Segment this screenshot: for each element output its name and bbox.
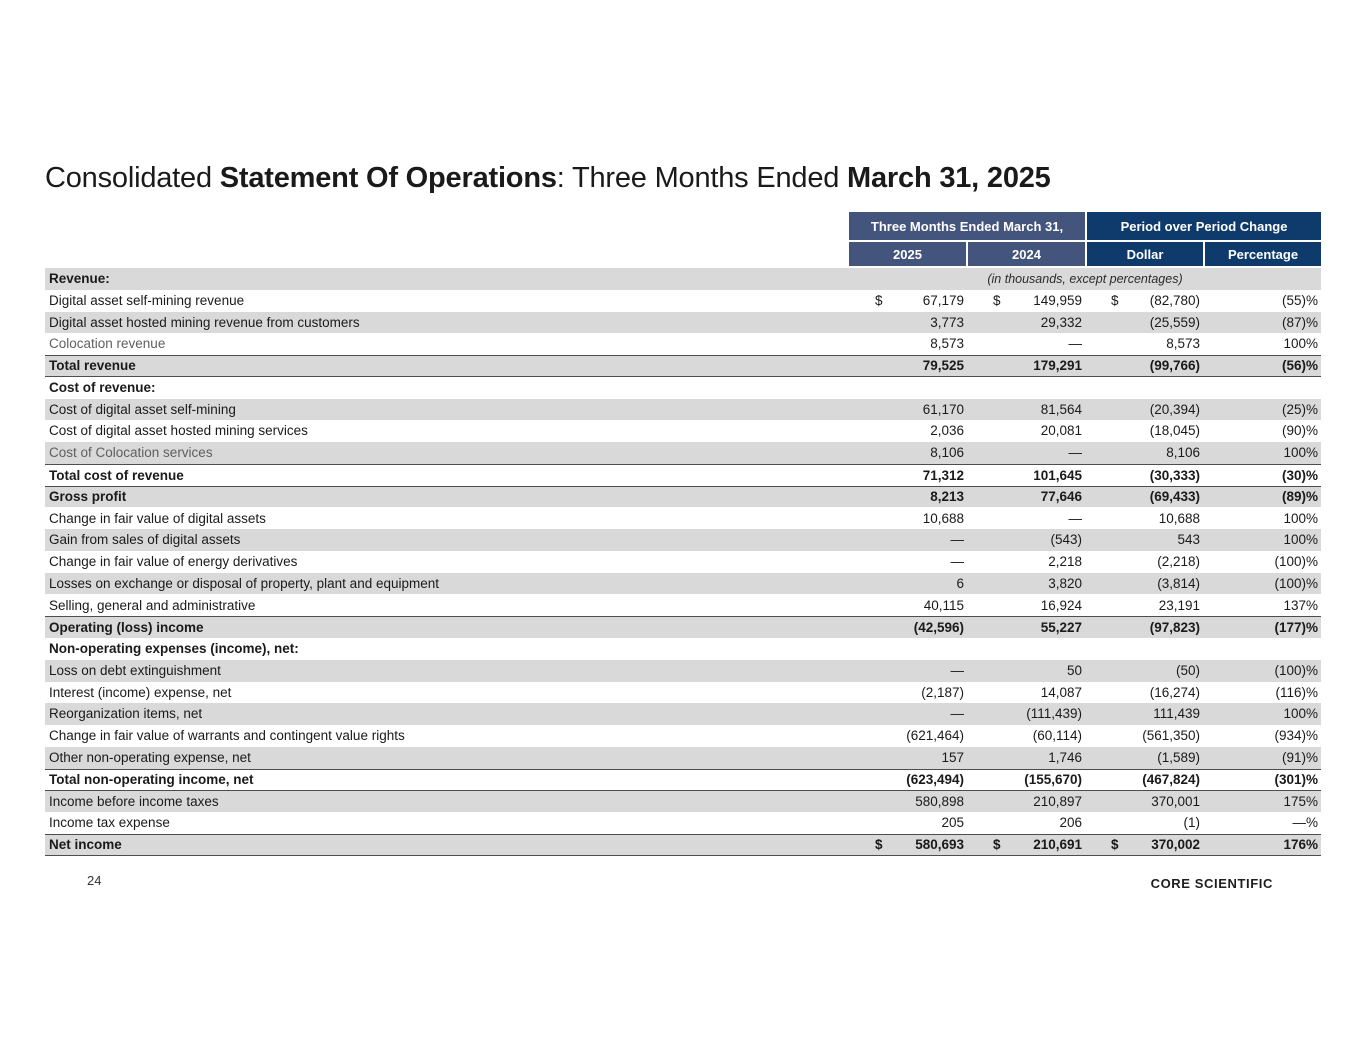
dollar-sign: $ (875, 837, 883, 853)
cell-value: 8,106 (1166, 445, 1200, 461)
dollar-sign: $ (1111, 837, 1119, 853)
cell-value: 6 (956, 575, 964, 591)
cell-value: — (950, 532, 964, 548)
value-2025 (849, 424, 967, 438)
row-label: Income before income taxes (49, 794, 219, 809)
cell-value: (42,596) (913, 619, 964, 635)
cell-value: — (1068, 445, 1082, 461)
header-col-2024: 2024 (968, 242, 1085, 266)
title-part-1: Consolidated (45, 162, 220, 194)
value-dollar (1085, 621, 1203, 635)
row-label: Income tax expense (49, 815, 170, 831)
value-dollar (1085, 555, 1203, 569)
cell-value: 8,573 (930, 336, 964, 352)
cell-value: 206 (1059, 815, 1082, 831)
value-percentage (1203, 838, 1321, 852)
value-percentage (1203, 533, 1321, 547)
table-row (45, 486, 1321, 508)
cell-value: 210,897 (1033, 794, 1082, 809)
value-2024 (967, 838, 1085, 852)
cell-value: 100% (1283, 336, 1318, 352)
value-percentage (1203, 490, 1321, 504)
cell-value: (89)% (1281, 489, 1318, 505)
value-percentage (1203, 446, 1321, 460)
value-2024 (967, 621, 1085, 635)
dollar-sign: $ (1111, 292, 1119, 308)
value-2025 (849, 599, 967, 613)
value-percentage (1203, 664, 1321, 678)
value-2024 (967, 359, 1085, 373)
value-2024 (967, 729, 1085, 743)
cell-value: (621,464) (906, 728, 964, 744)
value-dollar (1085, 729, 1203, 743)
header-col-dollar: Dollar (1087, 242, 1203, 266)
cell-value: (30)% (1281, 467, 1318, 483)
value-percentage (1203, 729, 1321, 743)
value-dollar (1085, 403, 1203, 417)
value-percentage (1203, 599, 1321, 613)
row-label: Non-operating expenses (income), net: (49, 641, 299, 657)
cell-value: (97,823) (1149, 619, 1200, 635)
cell-value: 2,218 (1048, 554, 1082, 570)
value-2025 (849, 751, 967, 765)
cell-value: (301)% (1274, 772, 1318, 788)
row-label: Revenue: (49, 271, 110, 287)
cell-value: 71,312 (922, 467, 964, 483)
row-label: Digital asset hosted mining revenue from customers (49, 314, 360, 330)
table-row (45, 834, 1321, 856)
cell-value: 20,081 (1040, 423, 1082, 439)
header-columns (849, 212, 1321, 266)
value-2025 (849, 403, 967, 417)
value-2024 (967, 555, 1085, 569)
cell-value: — (1068, 510, 1082, 526)
header-group-three-months: Three Months Ended March 31, (849, 212, 1085, 240)
cell-value: (623,494) (906, 772, 964, 788)
cell-value: (25)% (1281, 401, 1318, 417)
row-label: Cost of digital asset hosted mining services (49, 423, 308, 439)
cell-value: (87)% (1281, 314, 1318, 330)
value-2024 (967, 664, 1085, 678)
cell-value: (1,589) (1157, 749, 1200, 765)
cell-value: (25,559) (1149, 314, 1200, 330)
value-2024 (967, 773, 1085, 787)
value-2025 (849, 294, 967, 308)
value-2024 (967, 316, 1085, 330)
table-row (45, 573, 1321, 595)
cell-value: (934)% (1274, 728, 1318, 744)
table-row (45, 377, 1321, 399)
cell-value: (2,187) (921, 684, 964, 700)
value-percentage (1203, 469, 1321, 483)
table-body (45, 268, 1321, 856)
units-note: (in thousands, except percentages) (987, 271, 1183, 286)
value-2024 (967, 294, 1085, 308)
table-row (45, 551, 1321, 573)
row-label: Reorganization items, net (49, 706, 203, 722)
value-percentage (1203, 337, 1321, 351)
table-row (45, 399, 1321, 421)
cell-value: 8,106 (930, 445, 964, 461)
value-dollar (1085, 838, 1203, 852)
table-row (45, 355, 1321, 377)
row-label: Interest (income) expense, net (49, 684, 232, 700)
cell-value: (56)% (1281, 358, 1318, 374)
row-label: Colocation revenue (49, 336, 166, 352)
value-percentage (1203, 294, 1321, 308)
cell-value: (100)% (1274, 575, 1318, 591)
value-2024 (967, 816, 1085, 830)
cell-value: (16,274) (1149, 684, 1200, 700)
cell-value: 100% (1283, 706, 1318, 722)
value-percentage (1203, 359, 1321, 373)
value-dollar (1085, 599, 1203, 613)
value-2024 (967, 424, 1085, 438)
cell-value: (116)% (1275, 684, 1318, 700)
value-2025 (849, 316, 967, 330)
cell-value: —% (1292, 815, 1318, 831)
row-label: Change in fair value of digital assets (49, 510, 266, 526)
value-percentage (1203, 751, 1321, 765)
cell-value: 67,179 (922, 292, 964, 308)
cell-value: 61,170 (922, 401, 964, 417)
value-2025 (849, 686, 967, 700)
table-row (45, 682, 1321, 704)
cell-value: 175% (1283, 794, 1318, 809)
value-dollar (1085, 795, 1203, 809)
value-2024 (967, 403, 1085, 417)
row-label: Selling, general and administrative (49, 597, 256, 613)
row-label: Cost of Colocation services (49, 445, 213, 461)
cell-value: 205 (941, 815, 964, 831)
cell-value: (69,433) (1149, 489, 1200, 505)
value-dollar (1085, 664, 1203, 678)
row-label: Change in fair value of energy derivatives (49, 554, 298, 570)
value-dollar (1085, 446, 1203, 460)
value-percentage (1203, 403, 1321, 417)
cell-value: 100% (1283, 445, 1318, 461)
table-row (45, 333, 1321, 355)
cell-value: 580,693 (915, 837, 964, 853)
cell-value: (1) (1183, 815, 1200, 831)
value-percentage (1203, 707, 1321, 721)
header-spacer (45, 212, 849, 266)
cell-value: 370,002 (1151, 837, 1200, 853)
row-label: Total cost of revenue (49, 467, 184, 483)
header-group-period-change: Period over Period Change (1087, 212, 1321, 240)
cell-value: 79,525 (922, 358, 964, 374)
cell-value: 176% (1283, 837, 1318, 853)
row-label: Total revenue (49, 358, 136, 374)
table-row (45, 442, 1321, 464)
page-number: 24 (87, 873, 102, 888)
cell-value: (82,780) (1149, 292, 1200, 308)
header-col-2025: 2025 (849, 242, 966, 266)
cell-value: (561,350) (1142, 728, 1200, 744)
cell-value: (100)% (1274, 554, 1318, 570)
value-2025 (849, 773, 967, 787)
cell-value: 14,087 (1040, 684, 1082, 700)
cell-value: — (950, 554, 964, 570)
dollar-sign: $ (993, 292, 1001, 308)
value-2024 (967, 446, 1085, 460)
cell-value: (99,766) (1149, 358, 1200, 374)
cell-value: 8,573 (1166, 336, 1200, 352)
table-row (45, 790, 1321, 812)
cell-value: 1,746 (1048, 749, 1082, 765)
row-label: Losses on exchange or disposal of property, plant and equipment (49, 575, 440, 591)
value-2025 (849, 795, 967, 809)
value-2025 (849, 707, 967, 721)
cell-value: 81,564 (1040, 401, 1082, 417)
value-dollar (1085, 512, 1203, 526)
value-dollar (1085, 773, 1203, 787)
value-percentage (1203, 773, 1321, 787)
table-row (45, 812, 1321, 834)
cell-value: (3,814) (1157, 575, 1200, 591)
value-percentage (1203, 512, 1321, 526)
cell-value: (20,394) (1149, 401, 1200, 417)
cell-value: 10,688 (1158, 510, 1200, 526)
row-label: Gain from sales of digital assets (49, 532, 241, 548)
row-label: Cost of revenue: (49, 379, 156, 395)
value-2025 (849, 359, 967, 373)
value-2024 (967, 795, 1085, 809)
cell-value: (467,824) (1142, 772, 1200, 788)
value-2024 (967, 512, 1085, 526)
cell-value: 77,646 (1040, 489, 1082, 505)
core-scientific-logo: CORE SCIENTIFIC (1150, 876, 1273, 891)
cell-value: (55)% (1281, 292, 1318, 308)
cell-value: — (1068, 336, 1082, 352)
value-percentage (1203, 424, 1321, 438)
cell-value: 10,688 (922, 510, 964, 526)
cell-value: 100% (1283, 532, 1318, 548)
value-2025 (849, 664, 967, 678)
table-row (45, 769, 1321, 791)
value-2025 (849, 729, 967, 743)
cell-value: (100)% (1274, 662, 1318, 678)
value-2024 (967, 490, 1085, 504)
cell-value: (60,114) (1032, 728, 1082, 744)
table-row (45, 268, 1321, 290)
value-dollar (1085, 424, 1203, 438)
value-2025 (849, 533, 967, 547)
value-2025 (849, 816, 967, 830)
value-percentage (1203, 577, 1321, 591)
value-2025 (849, 490, 967, 504)
cell-value: 23,191 (1158, 597, 1200, 613)
table-row (45, 290, 1321, 312)
value-2025 (849, 512, 967, 526)
value-percentage (1203, 555, 1321, 569)
cell-value: (111,439) (1026, 706, 1082, 722)
row-label: Loss on debt extinguishment (49, 662, 221, 678)
cell-value: 137% (1283, 597, 1318, 613)
table-row (45, 747, 1321, 769)
cell-value: (155,670) (1024, 772, 1082, 788)
value-2025 (849, 446, 967, 460)
table-row (45, 507, 1321, 529)
cell-value: 40,115 (923, 597, 964, 613)
cell-value: 100% (1283, 510, 1318, 526)
cell-value: 2,036 (930, 423, 964, 439)
table-row (45, 529, 1321, 551)
cell-value: (30,333) (1149, 467, 1200, 483)
cell-value: 210,691 (1033, 837, 1082, 853)
cell-value: 179,291 (1033, 358, 1082, 374)
value-dollar (1085, 686, 1203, 700)
cell-value: 101,645 (1033, 467, 1082, 483)
value-percentage (1203, 795, 1321, 809)
cell-value: (2,218) (1157, 554, 1200, 570)
value-percentage (1203, 316, 1321, 330)
cell-value: — (950, 662, 964, 678)
cell-value: 16,924 (1040, 597, 1082, 613)
table-row (45, 703, 1321, 725)
row-label: Change in fair value of warrants and contingent value rights (49, 728, 405, 744)
cell-value: (18,045) (1149, 423, 1200, 439)
value-2024 (967, 337, 1085, 351)
value-percentage (1203, 686, 1321, 700)
cell-value: 580,898 (915, 794, 964, 809)
cell-value: 3,773 (930, 314, 964, 330)
title-part-3: : Three Months Ended (556, 162, 848, 194)
value-dollar (1085, 577, 1203, 591)
value-2024 (967, 686, 1085, 700)
value-2025 (849, 577, 967, 591)
table-row (45, 594, 1321, 616)
cell-value: (90)% (1281, 423, 1318, 439)
cell-value: — (950, 706, 964, 722)
cell-value: 157 (941, 749, 964, 765)
value-2025 (849, 555, 967, 569)
table-row (45, 312, 1321, 334)
value-dollar (1085, 337, 1203, 351)
value-dollar (1085, 751, 1203, 765)
row-label: Cost of digital asset self-mining (49, 401, 236, 417)
value-2024 (967, 577, 1085, 591)
cell-value: (177)% (1274, 619, 1318, 635)
value-dollar (1085, 490, 1203, 504)
value-2024 (967, 751, 1085, 765)
dollar-sign: $ (993, 837, 1001, 853)
table-row (45, 638, 1321, 660)
value-dollar (1085, 359, 1203, 373)
value-2025 (849, 469, 967, 483)
value-dollar (1085, 816, 1203, 830)
title-part-2: Statement Of Operations (219, 162, 557, 194)
header-col-percentage: Percentage (1205, 242, 1321, 266)
table-row (45, 725, 1321, 747)
value-2024 (967, 533, 1085, 547)
title-part-4: March 31, 2025 (847, 162, 1051, 194)
cell-value: (543) (1050, 532, 1082, 548)
cell-value: 8,213 (930, 489, 964, 505)
row-label: Digital asset self-mining revenue (49, 292, 245, 308)
value-2025 (849, 838, 967, 852)
row-label: Operating (loss) income (49, 619, 204, 635)
cell-value: 50 (1066, 662, 1082, 678)
row-label: Other non-operating expense, net (49, 749, 251, 765)
row-label: Net income (49, 837, 122, 853)
value-dollar (1085, 469, 1203, 483)
row-label: Gross profit (49, 489, 127, 505)
dollar-sign: $ (875, 292, 883, 308)
cell-value: 55,227 (1040, 619, 1082, 635)
value-2025 (849, 621, 967, 635)
value-dollar (1085, 316, 1203, 330)
value-dollar (1085, 533, 1203, 547)
cell-value: 149,959 (1033, 292, 1082, 308)
value-percentage (1203, 621, 1321, 635)
value-dollar (1085, 294, 1203, 308)
value-2024 (967, 599, 1085, 613)
page-title (45, 162, 1051, 195)
cell-value: 370,001 (1151, 794, 1200, 809)
cell-value: 3,820 (1048, 575, 1082, 591)
value-2025 (849, 337, 967, 351)
table-header (45, 212, 1321, 266)
value-dollar (1085, 707, 1203, 721)
row-label: Total non-operating income, net (49, 772, 254, 788)
statement-of-operations-table (45, 212, 1321, 856)
table-row (45, 616, 1321, 638)
cell-value: 543 (1177, 532, 1200, 548)
value-2024 (967, 469, 1085, 483)
table-row (45, 660, 1321, 682)
cell-value: 29,332 (1040, 314, 1082, 330)
cell-value: 111,439 (1153, 706, 1200, 722)
value-2024 (967, 707, 1085, 721)
table-row (45, 464, 1321, 486)
value-percentage (1203, 816, 1321, 830)
cell-value: (91)% (1281, 749, 1318, 765)
table-row (45, 420, 1321, 442)
cell-value: (50) (1175, 662, 1200, 678)
